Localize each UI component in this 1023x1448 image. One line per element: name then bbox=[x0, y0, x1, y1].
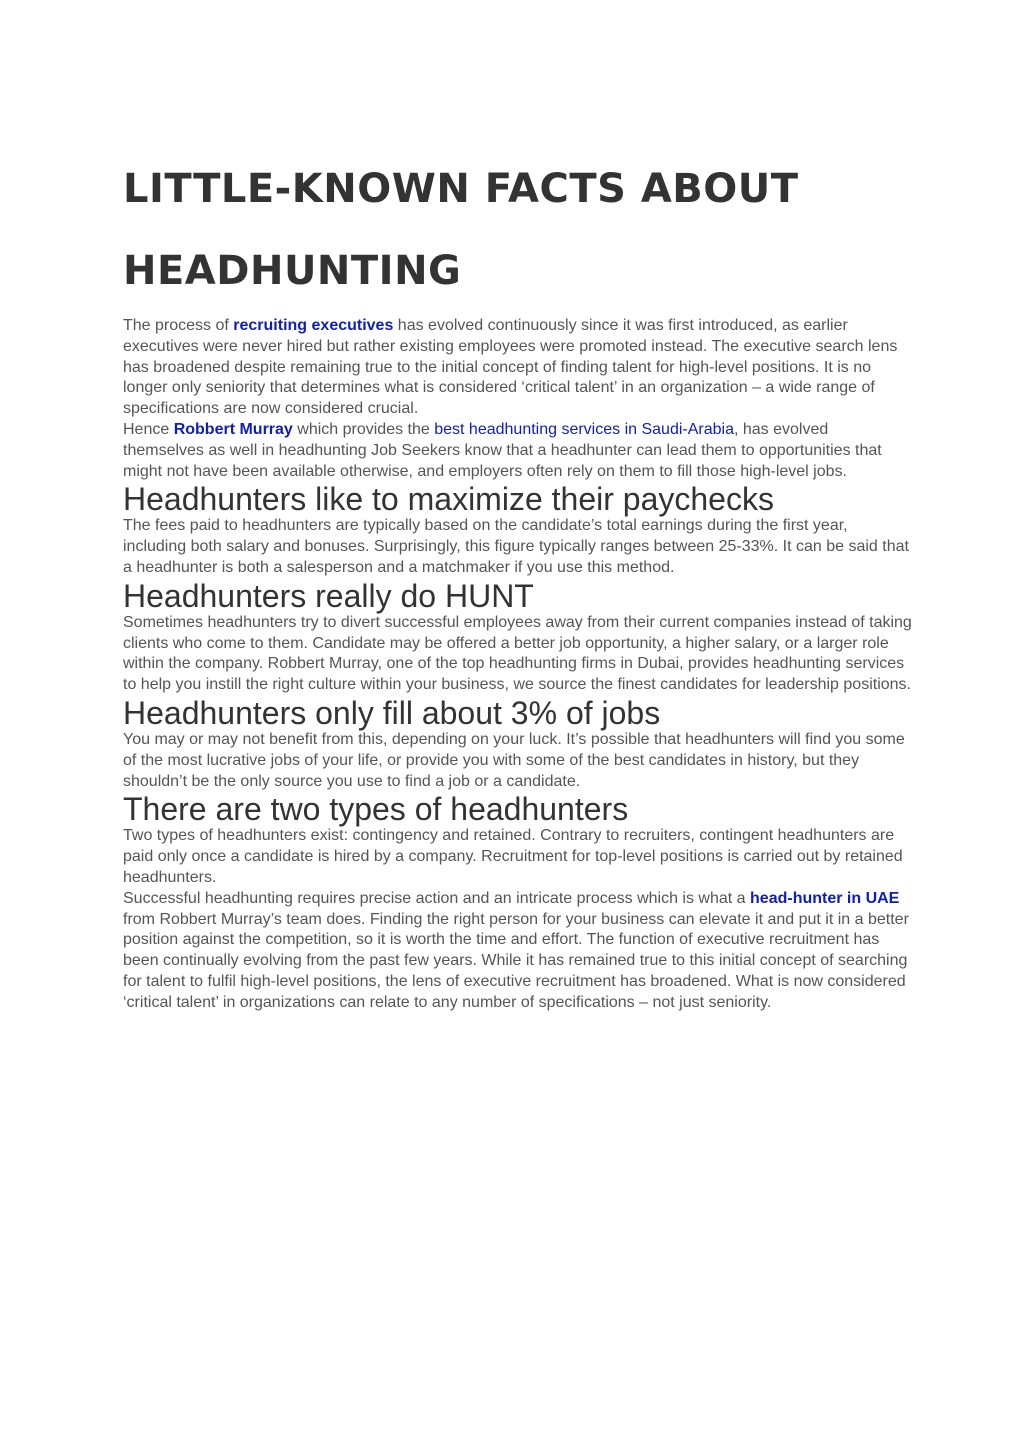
intro-text: which provides the bbox=[292, 420, 435, 438]
intro-paragraph bbox=[123, 316, 913, 482]
section-text: from Robbert Murray’s team does. Finding the right person for your business can elevate it and put it in a better position against the competition, so it is worth the time and effort. The function of executive recruitment has been continually evolving from the past few years. While it has remained true to this initial concept of searching for talent to fulfil high-level positions, the lens of executive recruitment has broadened. What is now considered ‘critical talent’ in organizations can relate to any number of specifications – not just seniority. bbox=[123, 910, 909, 1011]
saudi-arabia-services-link[interactable]: best headhunting services in Saudi-Arabia bbox=[434, 420, 734, 438]
headhunter-uae-link[interactable]: head-hunter in UAE bbox=[750, 889, 900, 907]
recruiting-executives-link[interactable]: recruiting executives bbox=[233, 317, 394, 334]
section-body bbox=[123, 826, 913, 1013]
robbert-murray-link[interactable]: Robbert Murray bbox=[173, 420, 293, 438]
intro-text: The process of bbox=[123, 317, 234, 334]
intro-text: , has evolved themselves as well in headhunting Job Seekers know that a headhunter can lead them to opportunities that might not have been available otherwise, and employers often rely on them to fill those high-level jobs. bbox=[123, 420, 882, 480]
section-heading: Headhunters like to maximize their paychecks bbox=[123, 481, 774, 518]
section-body: You may or may not benefit from this, depending on your luck. It’s possible that headhunters will find you some of the most lucrative jobs of your life, or provide you with some of the best candidates in history, but they shouldn’t be the only source you use to find a job or a candidate. bbox=[123, 730, 905, 790]
title-line-1: LITTLE-KNOWN FACTS ABOUT bbox=[123, 166, 799, 212]
title-line-2: HEADHUNTING bbox=[123, 248, 462, 294]
section-text: Two types of headhunters exist: contingency and retained. Contrary to recruiters, contingent headhunters are paid only once a candidate is hired by a company. Recruitment for top-level positions is carried out by retained headhunters. bbox=[123, 827, 903, 886]
page-title bbox=[123, 148, 913, 312]
section-body: The fees paid to headhunters are typically based on the candidate’s total earnings during the first year, including both salary and bonuses. Surprisingly, this figure typically ranges between 25-33%. It can be said that a headhunter is both a salesperson and a matchmaker if you use this method. bbox=[123, 517, 909, 576]
section-text: Successful headhunting requires precise action and an intricate process which is what a bbox=[123, 889, 751, 907]
document-page bbox=[123, 148, 913, 1014]
intro-text: has evolved continuously since it was first introduced, as earlier executives were never hired but rather existing employees were promoted instead. The executive search lens has broadened despite remaining true to the initial concept of finding talent for high-level positions. It is no longer only seniority that determines what is considered ‘critical talent’ in an organization – a wide range of specifications are now considered crucial. bbox=[123, 317, 898, 418]
section-heading: Headhunters really do HUNT bbox=[123, 577, 534, 614]
section-heading: Headhunters only fill about 3% of jobs bbox=[123, 694, 661, 731]
section-heading: There are two types of headhunters bbox=[123, 791, 629, 828]
section-body: Sometimes headhunters try to divert successful employees away from their current companies instead of taking clients who come to them. Candidate may be offered a better job opportunity, a higher salary, or a larger role within the company. Robbert Murray, one of the top headhunting firms in Dubai, provides headhunting services to help you instill the right culture within your business, we source the finest candidates for leadership positions. bbox=[123, 613, 912, 694]
intro-text: Hence bbox=[123, 420, 174, 438]
